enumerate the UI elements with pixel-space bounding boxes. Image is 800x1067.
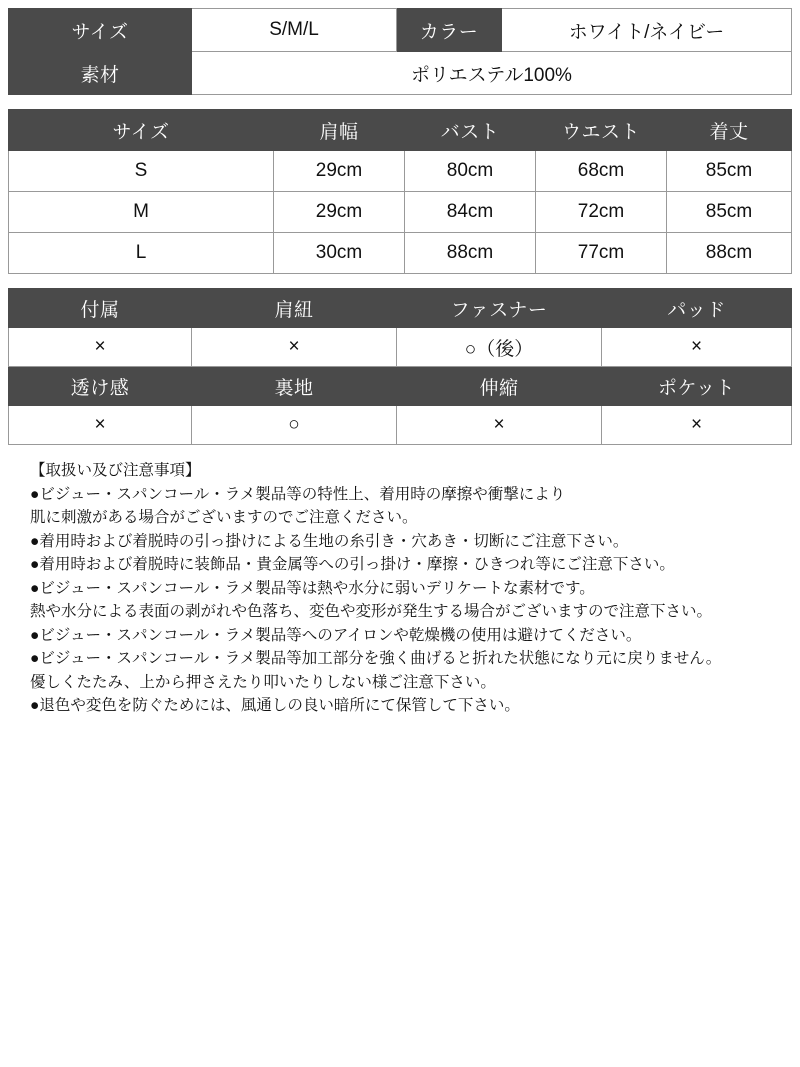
size-cell: S — [9, 151, 274, 192]
table-row — [9, 151, 792, 192]
size-cell: 85cm — [667, 151, 792, 192]
care-notes — [8, 459, 792, 718]
basic-value-size: S/M/L — [192, 9, 397, 52]
table-header-row — [9, 367, 792, 406]
spec-value-pocket: × — [602, 406, 792, 445]
spec-header-sheer: 透け感 — [9, 367, 192, 406]
basic-value-material: ポリエステル100% — [192, 52, 792, 95]
size-cell: 29cm — [274, 151, 405, 192]
notes-line: ●ビジュー・スパンコール・ラメ製品等へのアイロンや乾燥機の使用は避けてください。 — [30, 626, 642, 644]
notes-line: ●ビジュー・スパンコール・ラメ製品等の特性上、着用時の摩擦や衝撃により — [30, 485, 566, 503]
size-header-0: サイズ — [9, 110, 274, 151]
spec-header-stretch: 伸縮 — [397, 367, 602, 406]
size-header-1: 肩幅 — [274, 110, 405, 151]
size-cell: 72cm — [536, 192, 667, 233]
table-row — [9, 328, 792, 367]
basic-label-color: カラー — [397, 9, 502, 52]
notes-line: ●退色や変色を防ぐためには、風通しの良い暗所にて保管して下さい。 — [30, 697, 520, 715]
spec-value-strap: × — [192, 328, 397, 367]
notes-line: 優しくたたみ、上から押さえたり叩いたりしない様ご注意下さい。 — [30, 673, 496, 691]
table-row — [9, 52, 792, 95]
notes-line: ●着用時および着脱時に装飾品・貴金属等への引っ掛け・摩擦・ひきつれ等にご注意下さい。 — [30, 556, 675, 574]
spec-value-sheer: × — [9, 406, 192, 445]
spec-header-strap: 肩紐 — [192, 289, 397, 328]
size-cell: 88cm — [405, 233, 536, 274]
spec-header-zipper: ファスナー — [397, 289, 602, 328]
spec-header-lining: 裏地 — [192, 367, 397, 406]
size-cell: M — [9, 192, 274, 233]
size-chart-table — [8, 109, 792, 274]
basic-info-table — [8, 8, 792, 95]
size-cell: 85cm — [667, 192, 792, 233]
spec-header-attachment: 付属 — [9, 289, 192, 328]
size-cell: 77cm — [536, 233, 667, 274]
size-cell: L — [9, 233, 274, 274]
basic-label-size: サイズ — [9, 9, 192, 52]
table-row — [9, 9, 792, 52]
basic-value-color: ホワイト/ネイビー — [502, 9, 792, 52]
notes-line: 熱や水分による表面の剥がれや色落ち、変色や変形が発生する場合がございますので注意下さい。 — [30, 603, 713, 621]
table-row — [9, 406, 792, 445]
basic-label-material: 素材 — [9, 52, 192, 95]
size-cell: 84cm — [405, 192, 536, 233]
size-header-3: ウエスト — [536, 110, 667, 151]
spec-value-stretch: × — [397, 406, 602, 445]
spec-value-zipper: ○（後） — [397, 328, 602, 367]
notes-line: ●ビジュー・スパンコール・ラメ製品等は熱や水分に弱いデリケートな素材です。 — [30, 579, 595, 597]
spec-header-pocket: ポケット — [602, 367, 792, 406]
notes-line: 肌に刺激がある場合がございますのでご注意ください。 — [30, 509, 418, 527]
size-cell: 29cm — [274, 192, 405, 233]
size-header-2: バスト — [405, 110, 536, 151]
spec-value-attachment: × — [9, 328, 192, 367]
spec-detail-table — [8, 288, 792, 445]
size-cell: 88cm — [667, 233, 792, 274]
table-header-row — [9, 110, 792, 151]
notes-line: ●ビジュー・スパンコール・ラメ製品等加工部分を強く曲げると折れた状態になり元に戻りません。 — [30, 650, 722, 668]
size-cell: 80cm — [405, 151, 536, 192]
spec-value-pad: × — [602, 328, 792, 367]
table-row — [9, 233, 792, 274]
size-cell: 68cm — [536, 151, 667, 192]
size-cell: 30cm — [274, 233, 405, 274]
spec-value-lining: ○ — [192, 406, 397, 445]
size-header-4: 着丈 — [667, 110, 792, 151]
notes-line: ●着用時および着脱時の引っ掛けによる生地の糸引き・穴あき・切断にご注意下さい。 — [30, 532, 629, 550]
table-row — [9, 192, 792, 233]
spec-header-pad: パッド — [602, 289, 792, 328]
table-header-row — [9, 289, 792, 328]
notes-title: 【取扱い及び注意事項】 — [30, 462, 201, 479]
